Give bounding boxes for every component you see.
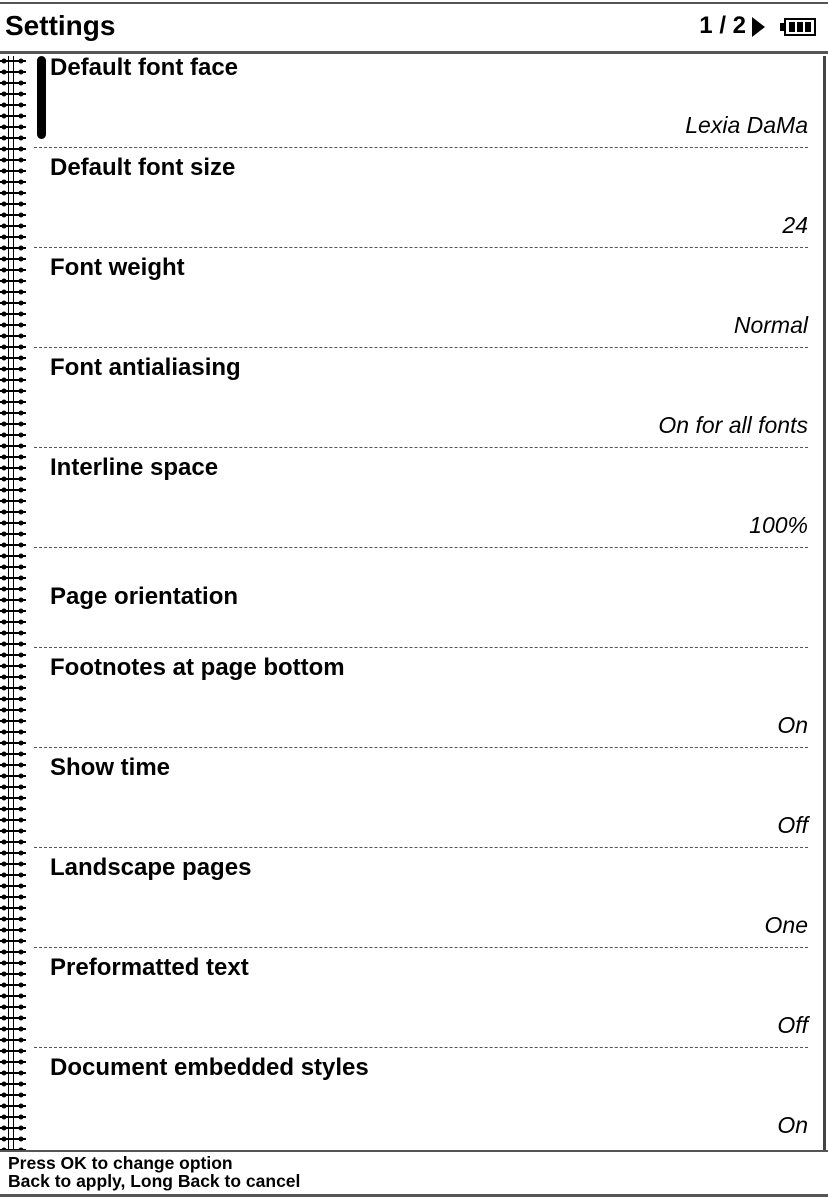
- bottom-border: [0, 1194, 828, 1197]
- binder-spine-decoration: [0, 56, 26, 1150]
- setting-row-font-weight[interactable]: [34, 248, 808, 348]
- setting-row-default-font-face[interactable]: [34, 48, 808, 148]
- setting-row-font-antialiasing[interactable]: [34, 348, 808, 448]
- battery-full-icon: [780, 18, 814, 36]
- setting-label: Preformatted text: [50, 954, 249, 981]
- setting-row-footnotes-at-page-bottom[interactable]: [34, 648, 808, 748]
- setting-label: Page orientation: [50, 583, 239, 610]
- setting-value: On for all fonts: [658, 412, 808, 438]
- setting-label: Default font face: [50, 54, 239, 81]
- setting-value: Off: [777, 812, 808, 838]
- setting-value: 24: [782, 212, 808, 238]
- settings-list: [34, 48, 808, 1148]
- footer-hint: [8, 1154, 820, 1190]
- battery-level-bars: [789, 22, 811, 32]
- setting-value: Lexia DaMa: [685, 112, 808, 138]
- setting-row-show-time[interactable]: [34, 748, 808, 848]
- setting-row-landscape-pages[interactable]: [34, 848, 808, 948]
- header-bar: [0, 4, 828, 50]
- selection-indicator: [37, 56, 46, 139]
- setting-label: Footnotes at page bottom: [50, 654, 345, 681]
- setting-value: One: [764, 912, 808, 938]
- setting-label: Document embedded styles: [50, 1054, 369, 1081]
- setting-label: Interline space: [50, 454, 219, 481]
- setting-row-document-embedded-styles[interactable]: [34, 1048, 808, 1148]
- footer-hint-line-1: Press OK to change option: [8, 1153, 233, 1173]
- page-title: Settings: [5, 10, 116, 41]
- setting-value: 100%: [749, 512, 808, 538]
- setting-label: Font antialiasing: [50, 354, 241, 381]
- setting-label: Landscape pages: [50, 854, 252, 881]
- setting-label: Default font size: [50, 154, 236, 181]
- setting-row-preformatted-text[interactable]: [34, 948, 808, 1048]
- triangle-right-icon[interactable]: [752, 17, 765, 37]
- setting-value: Normal: [733, 312, 808, 338]
- page-indicator: 1 / 2: [699, 12, 746, 39]
- setting-label: Show time: [50, 754, 171, 781]
- setting-value: On: [777, 712, 808, 738]
- setting-row-interline-space[interactable]: [34, 448, 808, 548]
- footer-hint-line-2: Back to apply, Long Back to cancel: [8, 1171, 301, 1191]
- footer-divider: [0, 1150, 828, 1152]
- setting-row-page-orientation[interactable]: [34, 548, 808, 648]
- setting-row-default-font-size[interactable]: [34, 148, 808, 248]
- setting-value: Off: [777, 1012, 808, 1038]
- setting-label: Font weight: [50, 254, 185, 281]
- setting-value: On: [777, 1112, 808, 1138]
- scrollbar-track[interactable]: [823, 56, 826, 1150]
